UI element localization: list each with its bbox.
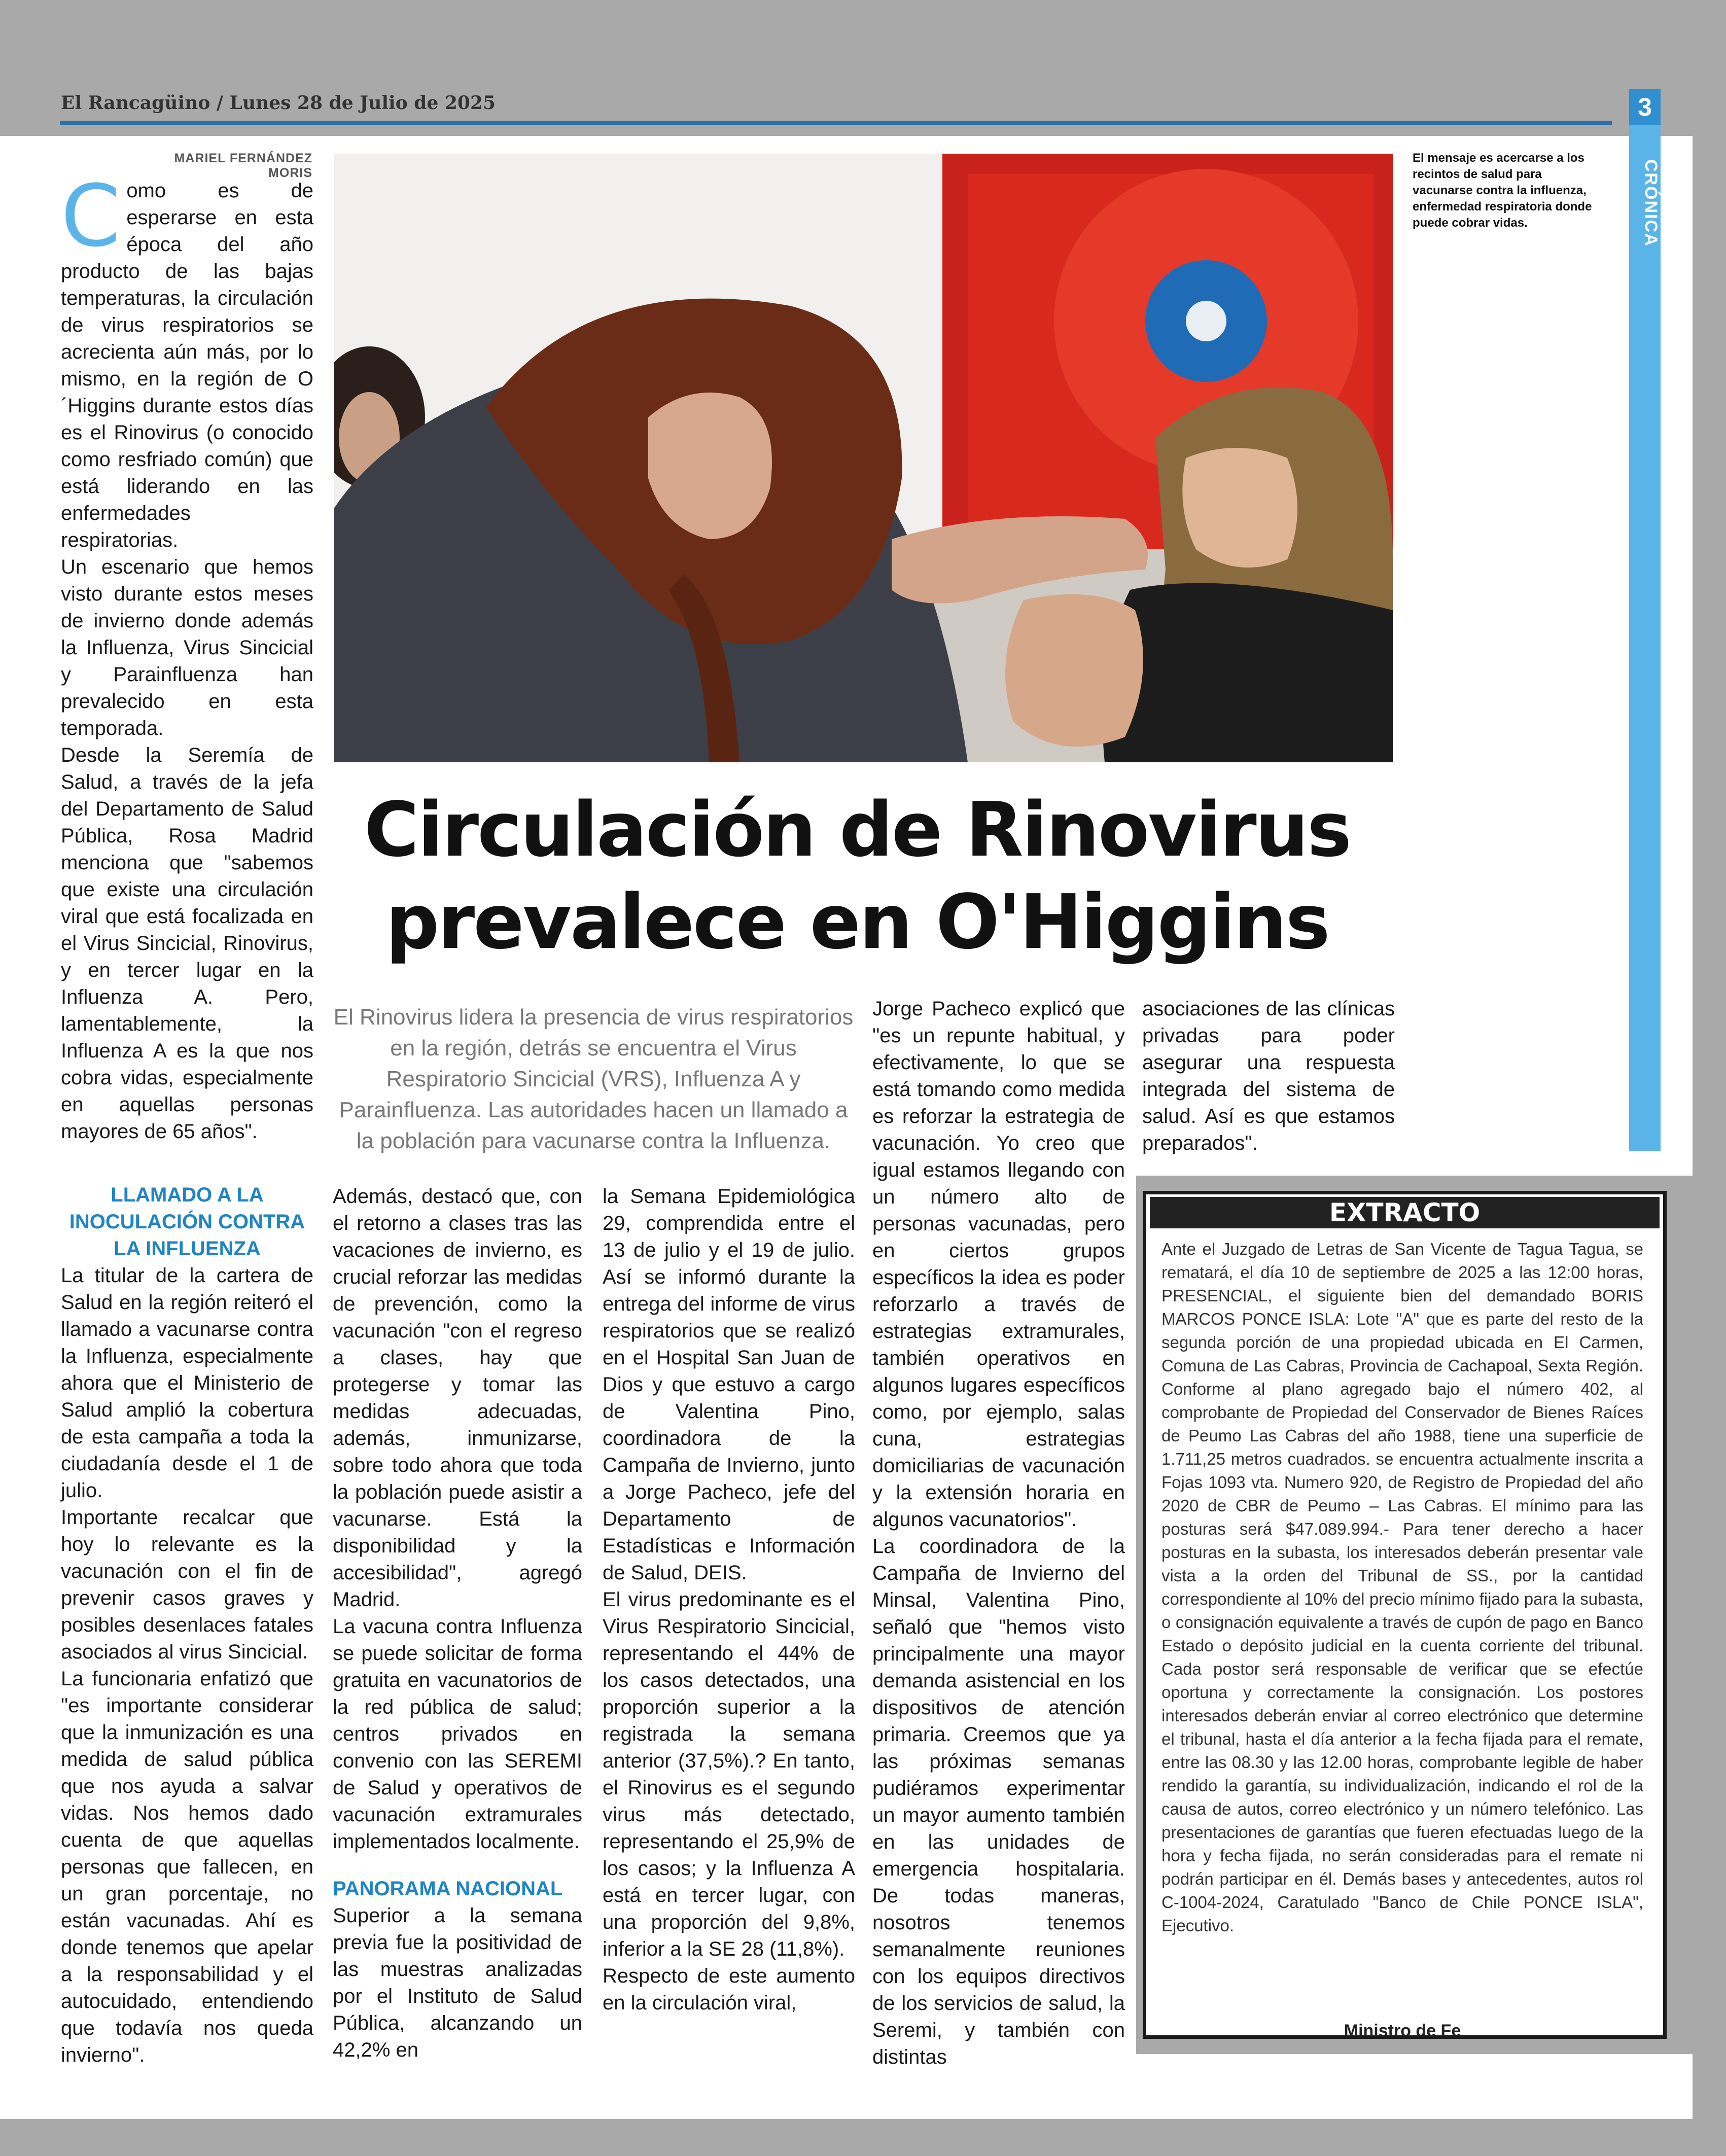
byline: MARIEL FERNÁNDEZ MORIS [174, 151, 312, 180]
page-background-bottom [1136, 2054, 1693, 2119]
page-number: 3 [1629, 89, 1661, 125]
paragraph: asociaciones de las clínicas privadas para poder asegurar una respuesta integrada del sistema de salud. Así es que estamos preparados". [1142, 998, 1395, 1154]
legal-notice-signature: Ministro de Fe [1344, 2021, 1461, 2040]
paragraph: Superior a la semana previa fue la positividad de las muestras analizadas por el Instituto de Salud Pública, alcanzando un 42,2% en [333, 1904, 582, 2061]
paragraph: La coordinadora de la Campaña de Invierno del Minsal, Valentina Pino, señaló que "hemos visto principalmente una mayor demanda asistencial en los dispositivos de atención primaria. Creemos que ya las próximas semanas pudiéramos experimentar un mayor aumento también en las unidades de emergencia hospitalaria. De todas maneras, nosotros tenemos semanalmente reuniones con los equipos directivos de los servicios de salud, la Seremi, y también con distintas [872, 1535, 1125, 2068]
paragraph: El virus predominante es el Virus Respiratorio Sincicial, representando el 44% de los casos detectados, una proporción superior a la registrada la semana anterior (37,5%).? En tanto, el Rinovirus es el segundo virus más detectado, representando el 25,9% de los casos; y la Influenza A está en tercer lugar, con una proporción del 9,8%, inferior a la SE 28 (11,8%). [603, 1588, 855, 1960]
paragraph [61, 166, 313, 554]
article-column-4 [872, 996, 1125, 2071]
header-rule [60, 121, 1612, 125]
legal-notice-title: EXTRACTO [1150, 1197, 1660, 1228]
drop-cap: C [61, 166, 121, 266]
paragraph: Desde la Seremía de Salud, a través de la jefa del Departamento de Salud Pública, Rosa Madrid menciona que "sabemos que existe una circulación viral que está focalizada en el Virus Sincicial, Rinovirus, y en tercer lugar en la Influenza A. Pero, lamentablemente, la Influenza A es la que nos cobra vidas, especialmente en aquellas personas mayores de 65 años". [61, 744, 313, 1143]
photo-caption: El mensaje es acercarse a los recintos de salud para vacunarse contra la influenza, enfermedad respiratoria donde puede cobrar vidas. [1413, 151, 1592, 230]
paragraph: la Semana Epidemiológica 29, comprendida entre el 13 de julio y el 19 de julio. Así se informó durante la entrega del informe de virus respiratorios que se realizó en el Hospital San Juan de Dios y que estuvo a cargo de Valentina Pino, coordinadora de la Campaña de Invierno, junto a Jorge Pacheco, jefe del Departamento de Estadísticas e Información de Salud, DEIS. [603, 1185, 855, 1584]
paragraph: La vacuna contra Influenza se puede solicitar de forma gratuita en vacunatorios de la red pública de salud; centros privados en convenio con las SEREMI de Salud y operativos de vacunación extramurales implementados localmente. [333, 1615, 582, 1853]
paragraph: La titular de la cartera de Salud en la región reiteró el llamado a vacunarse contra la Influenza, especialmente ahora que el Ministerio de Salud amplió la cobertura de esta campaña a toda la ciudadanía desde el 1 de julio. [61, 1264, 313, 1502]
vaccination-photo-illustration [334, 154, 1393, 762]
article-column-5 [1142, 996, 1395, 1157]
section-label: CRÓNICA [1641, 159, 1661, 247]
paragraph-text: omo es de esperarse en esta época del año producto de las bajas temperaturas, la circulación de virus respiratorios se acrecienta aún más, por lo mismo, en la región de O´Higgins durante estos días es el Rinovirus (o conocido como resfriado común) que está liderando en las enfermedades respiratorias. [61, 180, 313, 551]
masthead: El Rancagüino / Lunes 28 de Julio de 2025 [61, 92, 496, 114]
article-column-1 [61, 166, 313, 2069]
paragraph: Un escenario que hemos visto durante estos meses de invierno donde además la Influenza, Virus Sincicial y Parainfluenza han prevalecido en esta temporada. [61, 556, 313, 739]
paragraph: La funcionaria enfatizó que "es importante considerar que la inmunización es una medida de salud pública que nos ayuda a salvar vidas. Nos hemos dado cuenta de que aquellas personas que fallecen, en un gran porcentaje, no están vacunadas. Ahí es donde tenemos que apelar a la responsabilidad y el autocuidado, entendiendo que todavía nos queda invierno". [61, 1668, 313, 2066]
paragraph: Importante recalcar que hoy lo relevante es la vacunación con el fin de prevenir casos graves y posibles desenlaces fatales asociados al virus Sincicial. [61, 1506, 313, 1663]
paragraph: Respecto de este aumento en la circulación viral, [603, 1965, 855, 2014]
paragraph: Jorge Pacheco explicó que "es un repunte habitual, y efectivamente, lo que se está tomando como medida es reforzar la estrategia de vacunación. Yo creo que igual estamos llegando con un número alto de personas vacunadas, pero en ciertos grupos específicos la idea es poder reforzarlo a través de estrategias extramurales, también operativos en algunos lugares específicos como, por ejemplo, salas cuna, estrategias domiciliarias de vacunación y la extensión horaria en algunos vacunatorios". [872, 998, 1125, 1531]
legal-notice-body: Ante el Juzgado de Letras de San Vicente de Tagua Tagua, se rematará, el día 10 de septiembre de 2025 a las 12:00 horas, PRESENCIAL, el siguiente bien del demandado BORIS MARCOS PONCE ISLA: Lote "A" que es parte del resto de la segunda porción de una propiedad ubicada en El Carmen, Comuna de Las Cabras, Provincia de Cachapoal, Sexta Región. Conforme al plano agregado bajo el número 402, al comprobante de Propiedad del Conservador de Bienes Raíces de Peumo Las Cabras del año 1988, tiene una superficie de 1.711,25 metros cuadrados. se encuentra actualmente inscrita a Fojas 1093 vta. Numero 920, de Registro de Propiedad del año 2020 de CBR de Peumo – Las Cabras. El mínimo para las posturas será $47.089.994.- Para tener derecho a hacer posturas en la subasta, los interesados deberán presentar vale vista a la orden del Tribunal de SS., por la cantidad correspondiente al 10% del precio mínimo fijado para la subasta, o consignación equivalente a través de cupón de pago en Banco Estado o depósito judicial en la cuenta corriente del tribunal. Cada postor será responsable de verificar que se efectúe oportuna y correctamente la consignación. Los postores interesados deberán enviar al correo electrónico que determine el tribunal, hasta el día anterior a la fecha fijada para el remate, entre las 08.30 y las 12.00 horas, comprobante legible de haber rendido la garantía, su individualización, indicando el rol de la causa de autos, correo electrónico y un número telefónico. Las presentaciones de garantías que fueren efectuadas luego de la hora y fecha fijada, no serán consideradas para el remate ni podrán participar en él. Demás bases y antecedentes, autos rol C-1004-2024, Caratulado "Banco de Chile PONCE ISLA", Ejecutivo. [1161, 1240, 1643, 1935]
article-column-2 [333, 1183, 582, 2064]
article-photo [334, 154, 1393, 762]
article-column-3 [603, 1183, 855, 2017]
paragraph: Además, destacó que, con el retorno a clases tras las vacaciones de invierno, es crucial reforzar las medidas de prevención, como la vacunación "con el regreso a clases, hay que protegerse y tomar las medidas adecuadas, además, inmunizarse, sobre todo ahora que toda la población puede asistir a vacunarse. Está la disponibilidad y la accesibilidad", agregó Madrid. [333, 1185, 582, 1611]
lead-paragraph: El Rinovirus lidera la presencia de virus respiratorios en la región, detrás se encuentra el Virus Respiratorio Sincicial (VRS), Influenza A y Parainfluenza. Las autoridades hacen un llamado a la población para vacunarse contra la Influenza. [333, 1005, 854, 1153]
subheading: PANORAMA NACIONAL [333, 1878, 563, 1900]
headline: Circulación de Rinovirus prevalece en O'Higgins [364, 786, 1351, 966]
subheading: LLAMADO A LA INOCULACIÓN CONTRA LA INFLUENZA [69, 1184, 305, 1260]
